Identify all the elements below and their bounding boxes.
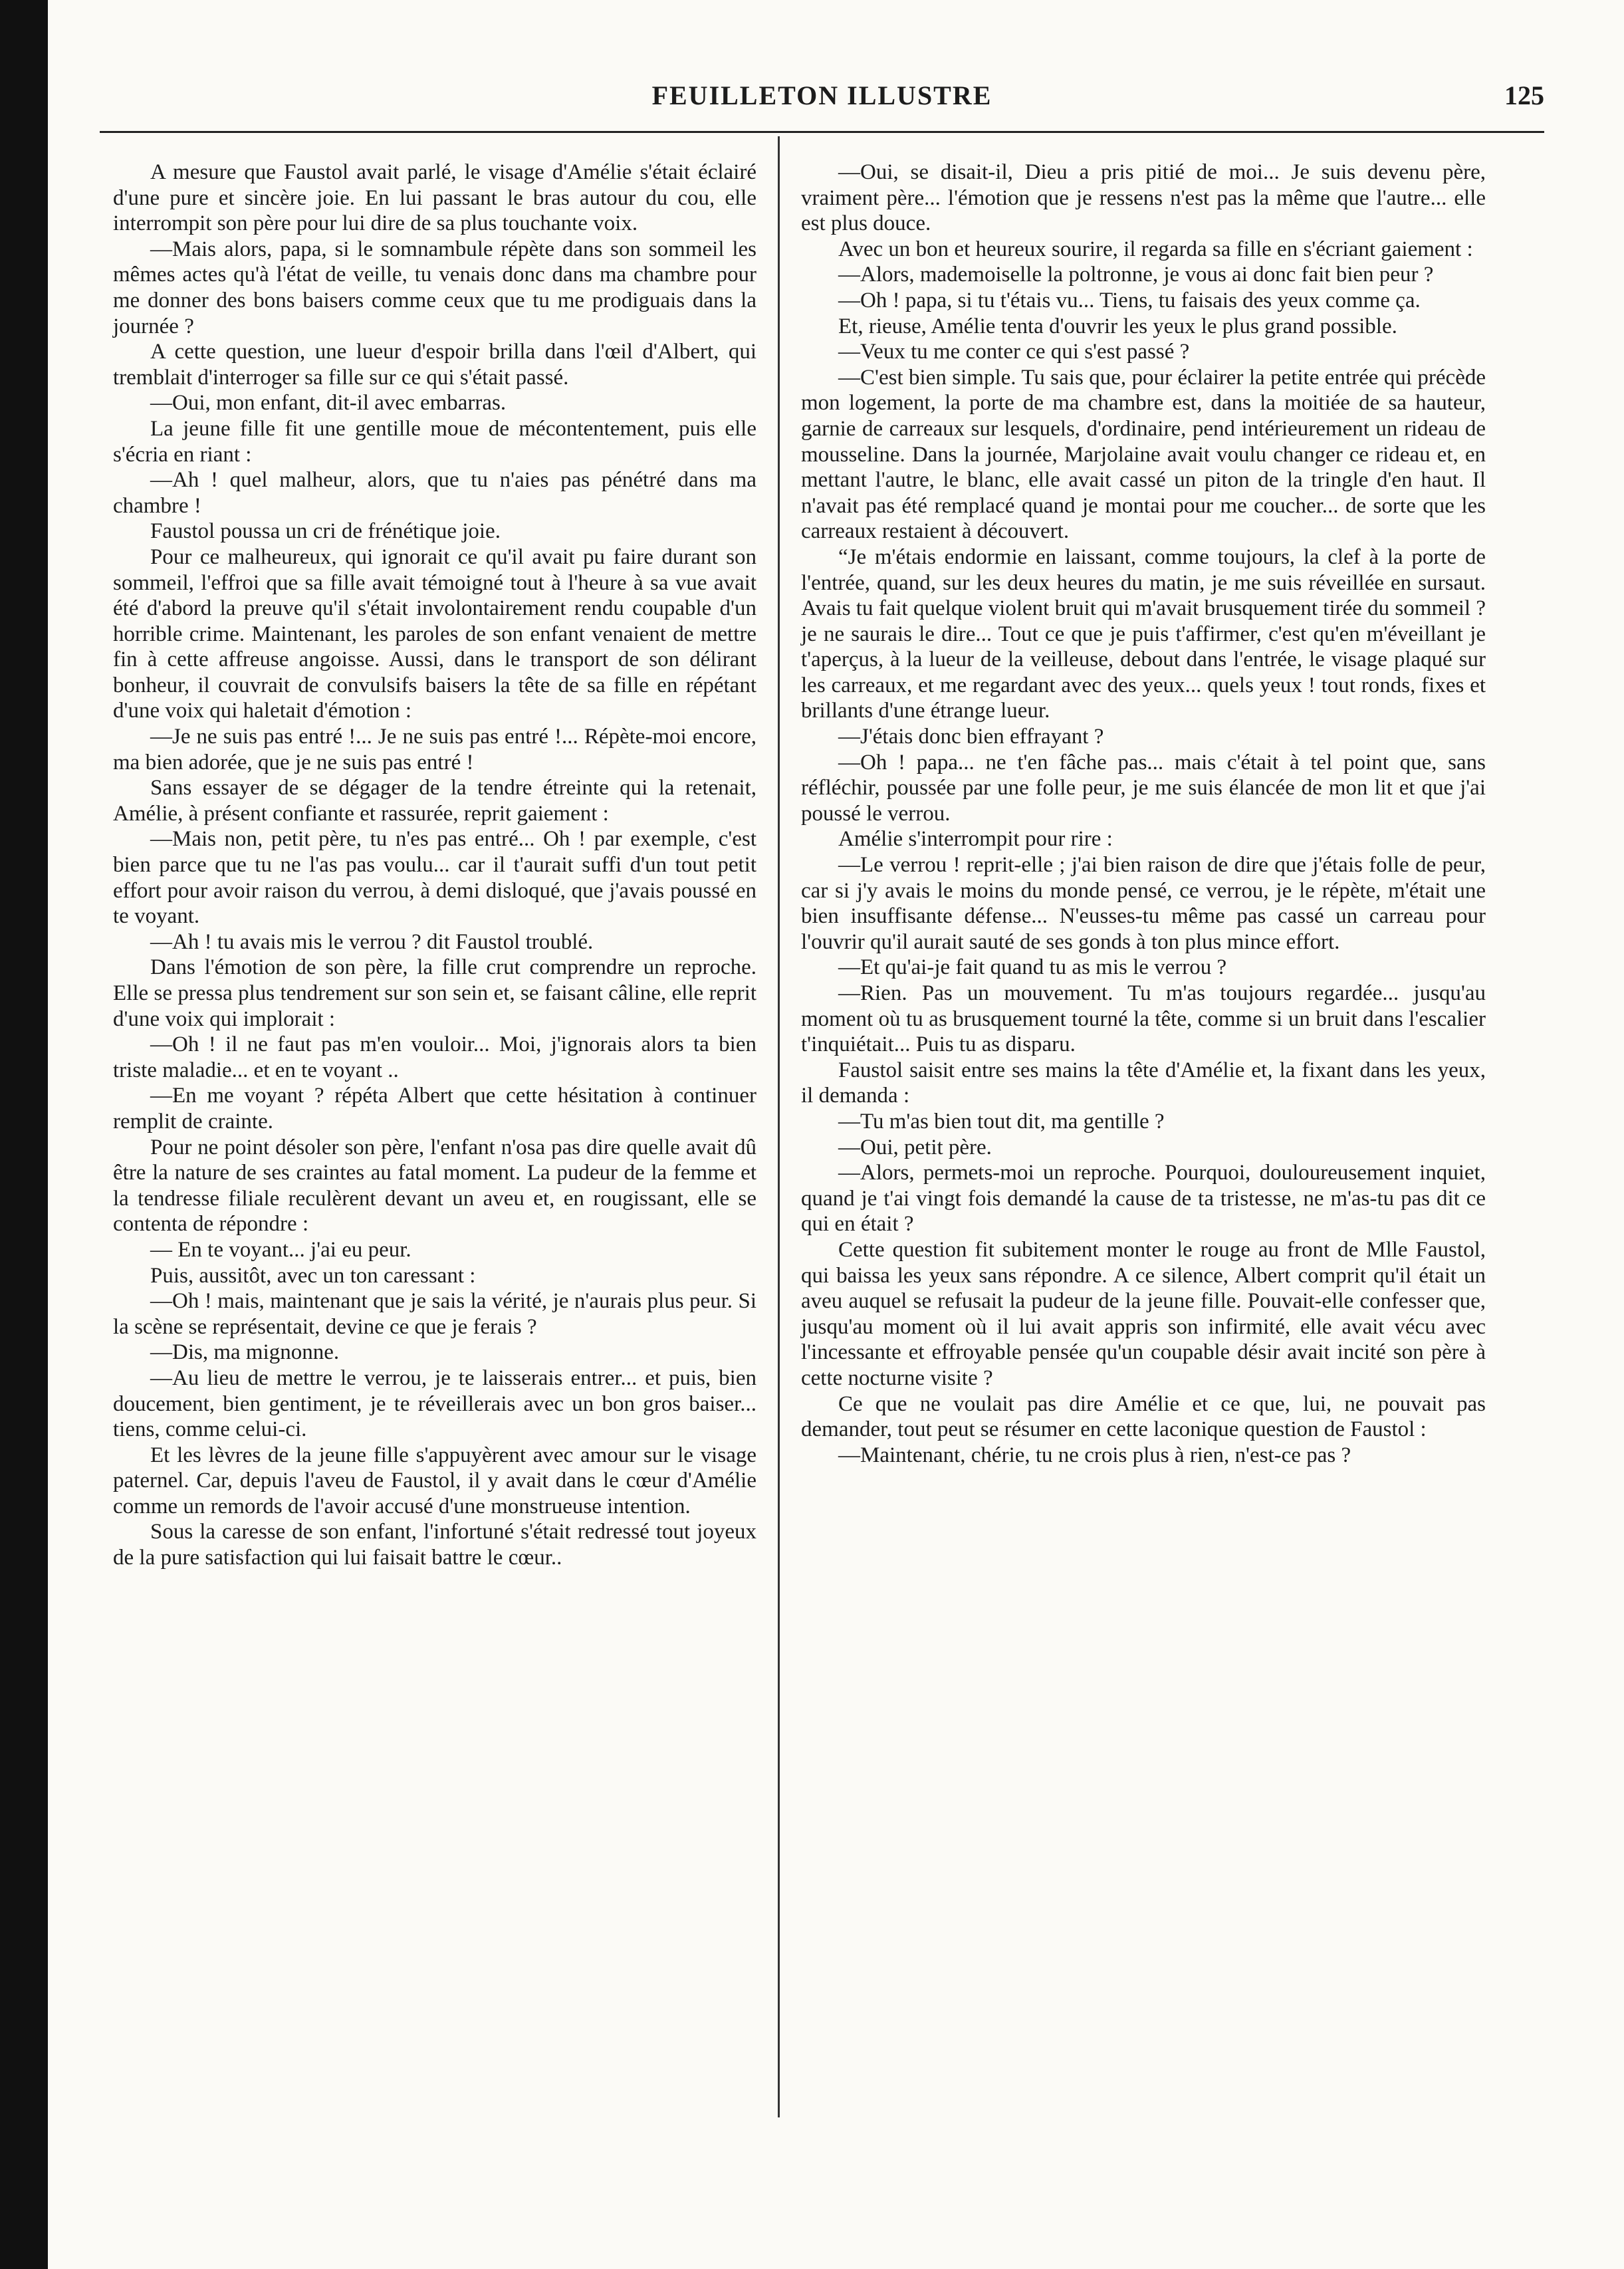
paragraph: “Je m'étais endormie en laissant, comme toujours, la clef à la porte de l'entrée, quand, sur les deux heures du matin, je me suis réveillée en sursaut. Avais tu fait quelque violent bruit qui m'avait brusquement tirée du sommeil ? je ne saurais le dire... Tout ce que je puis t'affirmer, c'est qu'en m'éveillant je t'aperçus, à la lueur de la veilleuse, debout dans l'entrée, le visage plaqué sur les carreaux, et me regardant avec des yeux... quels yeux ! tout ronds, fixes et brillants d'une étrange lueur. [801, 544, 1486, 723]
paragraph: Dans l'émotion de son père, la fille crut comprendre un reproche. Elle se pressa plus tendrement sur son sein et, se faisant câline, elle reprit d'une voix qui implorait : [113, 955, 756, 1031]
paragraph: —Oh ! il ne faut pas m'en vouloir... Moi, j'ignorais alors ta bien triste maladie... et en te voyant .. [113, 1032, 756, 1082]
paragraph: Sans essayer de se dégager de la tendre étreinte qui la retenait, Amélie, à présent confiante et rassurée, reprit gaiement : [113, 776, 756, 826]
paragraph: —Alors, mademoiselle la poltronne, je vous ai donc fait bien peur ? [838, 263, 1434, 287]
header-rule [100, 131, 1544, 133]
paragraph: —Rien. Pas un mouvement. Tu m'as toujours regardée... jusqu'au moment où tu as brusquement tourné la tête, comme si un bruit dans l'escalier t'inquiétait... Puis tu as disparu. [801, 981, 1486, 1057]
paragraph: A mesure que Faustol avait parlé, le visage d'Amélie s'était éclairé d'une pure et sincère joie. En lui passant le bras autour du cou, elle interrompit son père pour lui dire de sa plus touchante voix. [113, 160, 756, 236]
paragraph: Ce que ne voulait pas dire Amélie et ce que, lui, ne pouvait pas demander, tout peut se résumer en cette laconique question de Faustol : [801, 1391, 1486, 1442]
paragraph: —Le verrou ! reprit-elle ; j'ai bien raison de dire que j'étais folle de peur, car si j'y avais le moins du monde pensé, ce verrou, je le répète, m'était une bien insuffisante défense... N'eusses-tu même pas cassé un carreau pour l'ouvrir qu'il aurait sauté de ses gonds à ton plus mince effort. [801, 853, 1486, 954]
running-title: FEUILLETON ILLUSTRE [651, 80, 992, 110]
paragraph: —Oh ! papa, si tu t'étais vu... Tiens, tu faisais des yeux comme ça. [838, 288, 1421, 312]
paragraph: A cette question, une lueur d'espoir brilla dans l'œil d'Albert, qui tremblait d'interroger sa fille sur ce qui s'était passé. [113, 340, 756, 390]
paragraph: —Tu m'as bien tout dit, ma gentille ? [838, 1109, 1165, 1134]
paragraph: Avec un bon et heureux sourire, il regarda sa fille en s'écriant gaiement : [838, 237, 1473, 261]
paragraph: —Veux tu me conter ce qui s'est passé ? [838, 340, 1190, 364]
paragraph: —J'étais donc bien effrayant ? [838, 725, 1104, 749]
paragraph: —Alors, permets-moi un reproche. Pourquoi, douloureusement inquiet, quand je t'ai vingt fois demandé la cause de ta tristesse, ne m'as-tu pas dit ce qui en était ? [801, 1161, 1486, 1237]
paragraph: Et, rieuse, Amélie tenta d'ouvrir les yeux le plus grand possible. [838, 314, 1397, 338]
paragraph: Et les lèvres de la jeune fille s'appuyèrent avec amour sur le visage paternel. Car, depuis l'aveu de Faustol, il y avait dans le cœur d'Amélie comme un remords de l'avoir accusé d'une monstrueuse intention. [113, 1443, 756, 1518]
paragraph: —Au lieu de mettre le verrou, je te laisserais entrer... et puis, bien doucement, bien gentiment, je te réveillerais avec un bon gros baiser... tiens, comme celui-ci. [113, 1366, 756, 1442]
paragraph: —Maintenant, chérie, tu ne crois plus à rien, n'est-ce pas ? [838, 1443, 1351, 1467]
paragraph: Pour ne point désoler son père, l'enfant n'osa pas dire quelle avait dû être la nature de ses craintes au fatal moment. La pudeur de la femme et la tendresse filiale reculèrent devant un aveu et, en rougissant, elle se contenta de répondre : [113, 1135, 756, 1237]
paragraph: Sous la caresse de son enfant, l'infortuné s'était redressé tout joyeux de la pure satisfaction qui lui faisait battre le cœur.. [113, 1520, 756, 1570]
paragraph: —Oui, mon enfant, dit-il avec embarras. [150, 391, 507, 416]
paragraph: Puis, aussitôt, avec un ton caressant : [150, 1263, 476, 1288]
paragraph: —Je ne suis pas entré !... Je ne suis pas entré !... Répète-moi encore, ma bien adorée, que je ne suis pas entré ! [113, 725, 756, 775]
paragraph: Faustol saisit entre ses mains la tête d'Amélie et, la fixant dans les yeux, il demanda : [801, 1058, 1486, 1108]
paragraph: —Mais alors, papa, si le somnambule répète dans son sommeil les mêmes actes qu'à l'état de veille, tu venais donc dans ma chambre pour me donner des bons baisers comme ceux que tu me prodiguais dans la journée ? [113, 237, 756, 338]
paragraph: — En te voyant... j'ai eu peur. [150, 1237, 411, 1262]
paragraph: —Mais non, petit père, tu n'es pas entré... Oh ! par exemple, c'est bien parce que tu ne l'as pas voulu... car il t'aurait suffi d'un tout petit effort pour avoir raison du verrou, à demi disloqué, que j'avais poussé en te voyant. [113, 827, 756, 929]
paragraph: —Et qu'ai-je fait quand tu as mis le verrou ? [838, 955, 1227, 980]
paragraph: —Oh ! mais, maintenant que je sais la vérité, je n'aurais plus peur. Si la scène se représentait, devine ce que je ferais ? [113, 1289, 756, 1339]
paragraph: —Oui, se disait-il, Dieu a pris pitié de moi... Je suis devenu père, vraiment père... l'émotion que je ressens n'est pas la même que l'autre... elle est plus douce. [801, 160, 1486, 236]
right-column [801, 160, 1486, 1468]
paragraph: La jeune fille fit une gentille moue de mécontentement, puis elle s'écria en riant : [113, 416, 756, 467]
column-divider [778, 136, 780, 2117]
left-column [113, 160, 756, 1571]
paragraph: —Ah ! quel malheur, alors, que tu n'aies pas pénétré dans ma chambre ! [113, 468, 756, 518]
page-number: 125 [1504, 80, 1544, 110]
page-header [100, 80, 1544, 133]
paragraph: Amélie s'interrompit pour rire : [838, 827, 1113, 852]
paragraph: Cette question fit subitement monter le rouge au front de Mlle Faustol, qui baissa les yeux sans répondre. A ce silence, Albert comprit qu'il était un aveu auquel se refusait la pudeur de la jeune fille. Pouvait-elle confesser que, jusqu'au moment où il lui avait appris son infirmité, elle avait vécu avec l'incessante et effroyable pensée qu'un coupable désir avait incité son père à cette nocturne visite ? [801, 1237, 1486, 1390]
paragraph: —Ah ! tu avais mis le verrou ? dit Faustol troublé. [150, 929, 594, 954]
binding-edge [0, 0, 48, 2269]
paragraph: —Oh ! papa... ne t'en fâche pas... mais c'était à tel point que, sans réfléchir, poussée par une folle peur, je me suis élancée de mon lit et que j'ai poussé le verrou. [801, 750, 1486, 826]
paragraph: Pour ce malheureux, qui ignorait ce qu'il avait pu faire durant son sommeil, l'effroi que sa fille avait témoigné tout à l'heure à sa vue avait été d'abord la preuve qu'il s'était involontairement rendu coupable d'un horrible crime. Maintenant, les paroles de son enfant venaient de mettre fin à cette affreuse angoisse. Aussi, dans le transport de son délirant bonheur, il couvrait de convulsifs baisers la tête de sa fille en répétant d'une voix qui haletait d'émotion : [113, 544, 756, 723]
paragraph: —En me voyant ? répéta Albert que cette hésitation à continuer remplit de crainte. [113, 1084, 756, 1134]
paragraph: —Oui, petit père. [838, 1135, 992, 1159]
paragraph: —Dis, ma mignonne. [150, 1340, 340, 1365]
paragraph: —C'est bien simple. Tu sais que, pour éclairer la petite entrée qui précède mon logement, la porte de ma chambre est, dans la moitiée de sa hauteur, garnie de carreaux sur lesquels, d'ordinaire, pend intérieurement un rideau de mousseline. Dans la journée, Marjolaine avait voulu changer ce rideau et, en mettant l'autre, le blanc, elle avait cassé un piton de la tringle d'en haut. Il n'avait pas été remplacé quand je montai pour me coucher... de sorte que les carreaux restaient à découvert. [801, 365, 1486, 544]
paragraph: Faustol poussa un cri de frénétique joie. [150, 519, 501, 544]
